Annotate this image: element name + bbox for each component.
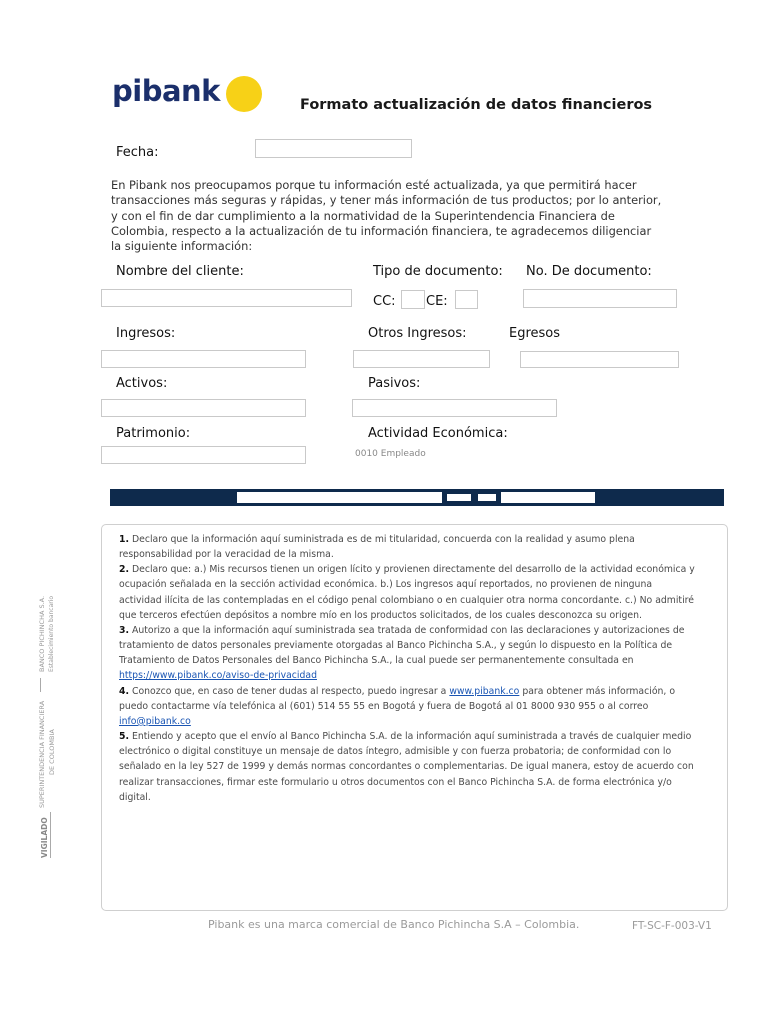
egresos-input[interactable] [520,351,679,368]
pasivos-input[interactable] [352,399,557,417]
intro-line: Colombia, respecto a la actualización de tu información financiera, te agradecemos diligenciar [111,223,652,238]
pasivos-label: Pasivos: [368,376,421,391]
vigilado-text: VIGILADO [40,817,49,858]
fecha-input[interactable] [255,139,412,158]
pibank-logo-text: pibank [112,74,220,108]
redaction-bar [501,492,595,503]
declaration-number: 1. [119,534,130,545]
pibank-logo-dot [226,76,262,112]
declaration-number: 4. [119,685,130,697]
intro-paragraph [111,178,691,254]
privacy-link[interactable]: https://www.pibank.co/aviso-de-privacidad [119,670,317,682]
footer-text: Pibank es una marca comercial de Banco Pichincha S.A – Colombia. [208,918,580,931]
declaration-line: señalado en la ley 527 de 1999 y demás normas concordantes o complementarias. De igual manera, estoy de acuerdo con [119,761,694,773]
declaration-number: 2. [119,564,130,576]
declaration-line [119,668,711,683]
egresos-label: Egresos [509,326,561,341]
nombre-input[interactable] [101,289,352,307]
banco-text-2: Establecimiento bancario [48,595,55,672]
declaration-line: puedo contactarme vía telefónica al (601) 514 55 55 en Bogotá y fuera de Bogotá al 01 8000 930 955 o al correo [119,700,649,712]
redaction-bar [237,492,442,503]
declaration-4 [119,684,711,699]
vigilado-divider [50,812,51,858]
declaration-number: 5. [119,731,130,743]
email-link[interactable]: info@pibank.co [119,715,191,727]
otros-ingresos-label: Otros Ingresos: [368,326,467,341]
intro-line: y con el fin de dar cumplimiento a la normatividad de la Superintendencia Financiera de [111,208,615,223]
declaration-line: ocupación señalada en la sección actividad económica. b.) Los ingresos aquí reportados, no provienen de ninguna [119,579,653,591]
declaration-3 [119,623,711,638]
superintendencia-text: SUPERINTENDENCIA FINANCIERA [38,700,46,808]
numero-documento-input[interactable] [523,289,677,308]
declaration-text: Declaro que: a.) Mis recursos tienen un origen lícito y provienen directamente del desarrollo de la actividad económica y [131,564,695,576]
declaration-2 [119,562,711,577]
declaration-5 [119,729,711,744]
redaction-bar [478,494,496,501]
declaration-line: digital. [119,791,151,803]
banco-text: BANCO PICHINCHA S.A. [38,595,46,672]
actividad-economica-label: Actividad Económica: [368,426,508,441]
form-code: FT-SC-F-003-V1 [632,920,712,932]
ce-checkbox[interactable] [455,290,478,309]
declaration-line: que terceros efectúen depósitos a nombre mío en los productos solicitados, de los cuales desconozca su origen. [119,609,642,621]
numero-documento-label: No. De documento: [526,264,652,279]
declaration-line: realizar transacciones, firmar este formulario u otros documentos con el Banco Pichincha S.A. de forma electrónica y/o [119,776,672,788]
declaration-text: Autorizo a que la información aquí suministrada sea tratada de conformidad con las declaraciones y autorizaciones de [131,624,685,636]
fecha-label: Fecha: [116,145,159,160]
intro-line: transacciones más seguras y rápidas, y tener más información de tus productos; por lo anterior, [111,193,662,208]
declaration-1 [119,532,711,547]
form-title: Formato actualización de datos financieros [300,97,653,113]
declaration-line: electrónico o digital constituye un mensaje de datos íntegro, admisible y con fuerza probatoria; de conformidad con lo [119,746,672,758]
tipo-documento-label: Tipo de documento: [373,264,503,279]
intro-line: la siguiente información: [111,239,253,254]
ce-label: CE: [426,294,448,309]
declaration-text: Entiendo y acepto que el envío al Banco Pichincha S.A. de la información aquí suministrada a través de cualquier medio [131,731,692,743]
ingresos-input[interactable] [101,350,306,368]
redaction-bar [447,494,471,501]
patrimonio-input[interactable] [101,446,306,464]
activos-label: Activos: [116,376,168,391]
ingresos-label: Ingresos: [116,326,176,341]
stamp-divider [40,678,41,692]
otros-ingresos-input[interactable] [353,350,490,368]
declaration-line [119,714,711,729]
declaration-number: 3. [119,624,130,636]
declaration-line: tratamiento de datos personales previamente otorgadas al Banco Pichincha S.A., y según lo dispuesto en la Política de [119,640,673,652]
activos-input[interactable] [101,399,306,417]
declaration-line: Tratamiento de Datos Personales del Banco Pichincha S.A., la cual puede ser permanentemente consultada en [119,655,634,667]
superintendencia-text-2: DE COLOMBIA [48,729,56,775]
declaration-line: responsabilidad por la veracidad de la misma. [119,549,334,561]
patrimonio-label: Patrimonio: [116,426,191,441]
cc-label: CC: [373,294,396,309]
declaration-text: Declaro que la información aquí suministrada es de mi titularidad, concuerda con la realidad y asumo plena [131,534,635,545]
declaration-text: Conozco que, en caso de tener dudas al respecto, puedo ingresar a [131,685,450,697]
pibank-website-link[interactable]: www.pibank.co [449,685,520,697]
declaration-line: actividad ilícita de las contempladas en el código penal colombiano o en cualquier otra norma concordante. c.) No admitiré [119,594,694,606]
declarations-text [119,532,711,805]
cc-checkbox[interactable] [401,290,425,309]
intro-line: En Pibank nos preocupamos porque tu información esté actualizada, ya que permitirá hacer [111,178,637,192]
actividad-economica-value[interactable]: 0010 Empleado [355,449,426,459]
nombre-label: Nombre del cliente: [116,264,244,279]
declaration-text: para obtener más información, o [519,685,676,697]
